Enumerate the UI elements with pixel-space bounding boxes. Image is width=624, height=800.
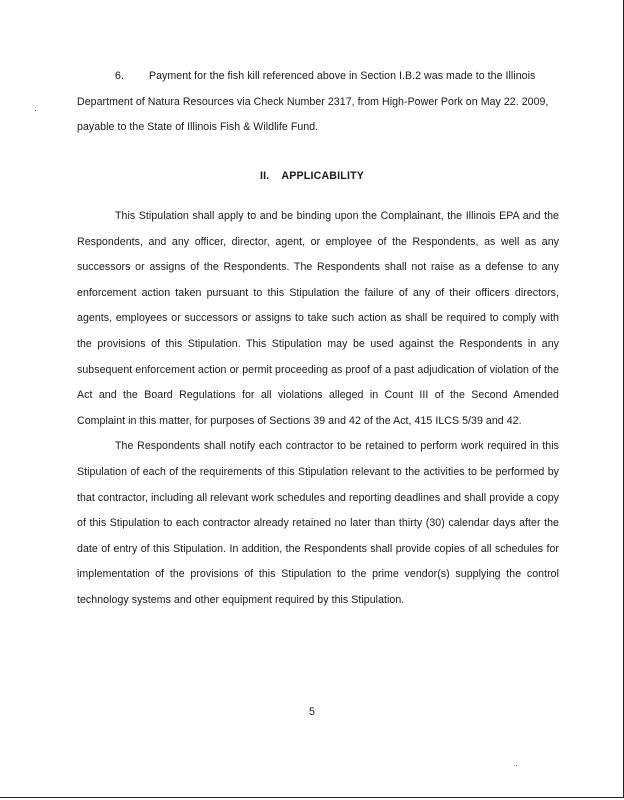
- item-6-block: [77, 64, 559, 141]
- applicability-paragraph-2: The Respondents shall notify each contractor to be retained to perform work required in this Stipulation of each of the requirements of this Stipulation relevant to the activities to be performed by that contractor, including all relevant work schedules and reporting deadlines and shall provide a copy of this Stipulation to each contractor already retained no later than thirty (30) calendar days after the date of entry of this Stipulation. In addition, the Respondents shall provide copies of all schedules for implementation of the provisions of this Stipulation to the prime vendor(s) supplying the control technology systems and other equipment required by this Stipulation.: [77, 440, 559, 606]
- page-number: 5: [309, 706, 315, 718]
- section-heading: [0, 170, 624, 182]
- section-title: APPLICABILITY: [281, 170, 365, 182]
- body-text: [77, 204, 559, 614]
- section-numeral: II.: [259, 170, 270, 182]
- item-6-text: Payment for the fish kill referenced above in Section I.B.2 was made to the Illinois Department of Natura Resources via Check Number 2317, from High-Power Pork on May 22. 2009, payable to the State of Illinois Fish & Wildlife Fund.: [77, 70, 549, 134]
- applicability-paragraph-1: This Stipulation shall apply to and be binding upon the Complainant, the Illinois EPA and the Respondents, and any officer, director, agent, or employee of the Respondents, as well as any successors or assigns of the Respondents. The Respondents shall not raise as a defense to any enforcement action taken pursuant to this Stipulation the failure of any of their officers directors, agents, employees or successors or assigns to take such action as shall be required to comply with the provisions of this Stipulation. This Stipulation may be used against the Respondents in any subsequent enforcement action or permit proceeding as proof of a past adjudication of violation of the Act and the Board Regulations for all violations alleged in Count III of the Second Amended Complaint in this matter, for purposes of Sections 39 and 42 of the Act, 415 ILCS 5/39 and 42.: [77, 210, 559, 427]
- scan-edge-bottom: [0, 797, 624, 798]
- item-6-paragraph: [77, 64, 559, 141]
- item-6-number: 6.: [115, 70, 124, 82]
- scan-speck: [35, 110, 36, 111]
- scan-speck: [516, 765, 517, 766]
